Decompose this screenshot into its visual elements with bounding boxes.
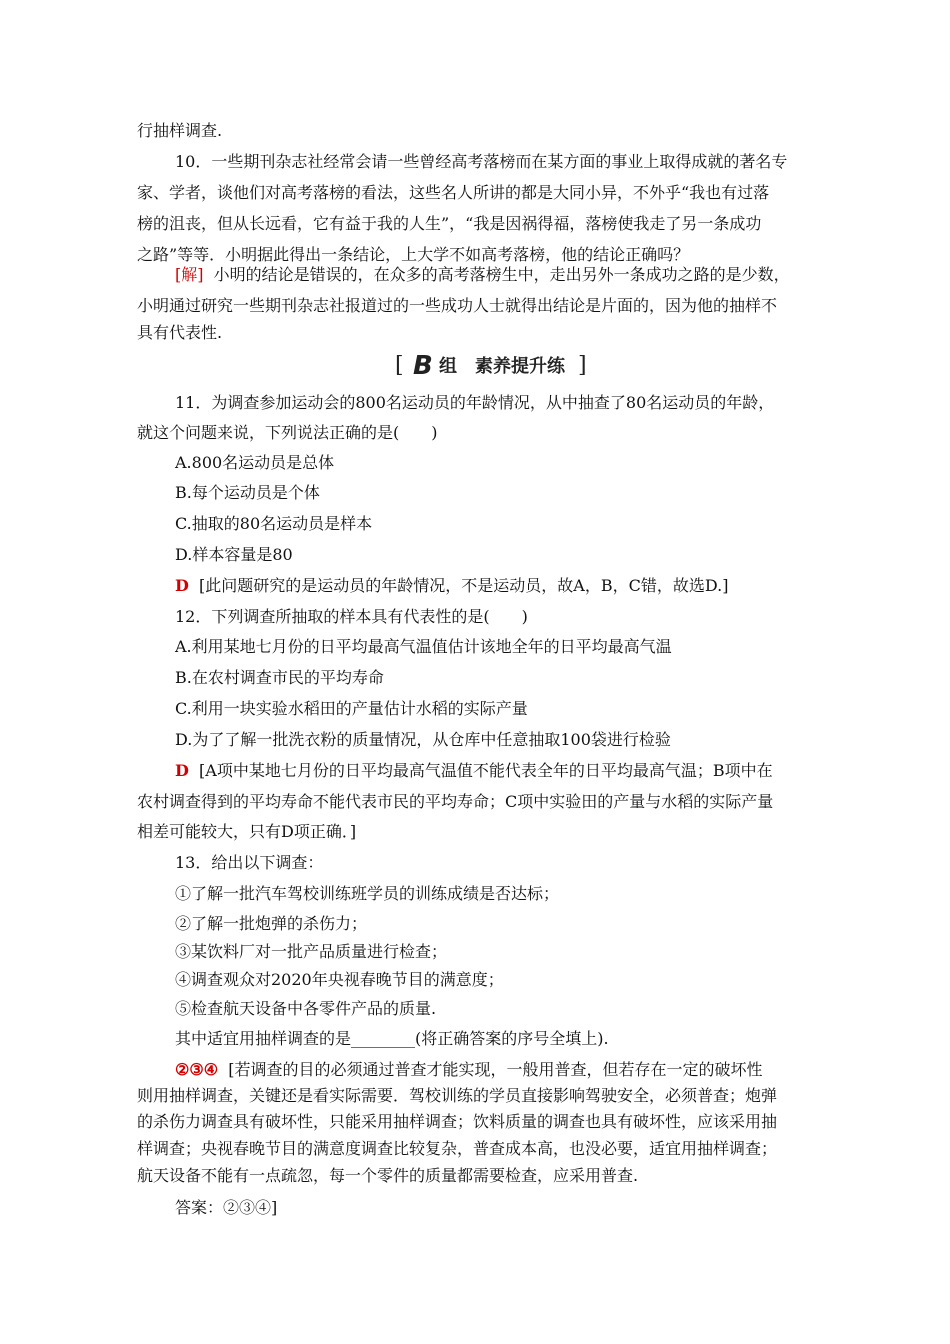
q11-option: A.800名运动员是总体: [175, 453, 335, 472]
q12-answer-text: [A项中某地七月份的日平均最高气温值不能代表全年的日平均最高气温；B项中在: [199, 761, 773, 780]
q10-answer-text: 小明的结论是错误的，在众多的高考落榜生中，走出另外一条成功之路的是少数，: [213, 265, 790, 284]
q11-stem-line: 11．为调查参加运动会的800名运动员的年龄情况，从中抽查了80名运动员的年龄，: [175, 393, 775, 412]
q12-answer-key: D: [175, 761, 189, 780]
q13-item: ③某饮料厂对一批产品质量进行检查；: [175, 942, 448, 961]
q10-answer-line: 具有代表性.: [137, 323, 223, 342]
solution-tag: [解]: [175, 265, 204, 284]
q13-stem-line: 13．给出以下调查：: [175, 853, 324, 872]
q10-answer-line: 小明通过研究一些期刊杂志社报道过的一些成功人士就得出结论是片面的，因为他的抽样不: [137, 296, 778, 315]
q13-answer-line: 的杀伤力调查具有破坏性，只能采用抽样调查；饮料质量的调查也具有破坏性，应该采用抽: [137, 1112, 778, 1131]
q12-option: C.利用一块实验水稻田的产量估计水稻的实际产量: [175, 699, 528, 718]
q13-answer-line: 样调查；央视春晚节目的满意度调查比较复杂，普查成本高，也没必要，适宜用抽样调查；: [137, 1139, 778, 1158]
q10-stem-line: 之路”等等．小明据此得出一条结论，上大学不如高考落榜，他的结论正确吗？: [137, 245, 690, 264]
q11-option: D.样本容量是80: [175, 545, 293, 564]
q11-answer-line: [175, 575, 728, 597]
q11-answer-text: [此问题研究的是运动员的年龄情况，不是运动员，故A，B，C错，故选D.]: [199, 576, 729, 595]
q10-stem-line: 家、学者，谈他们对高考落榜的看法，这些名人所讲的都是大同小异，不外乎“我也有过落: [137, 183, 770, 202]
q12-option: B.在农村调查市民的平均寿命: [175, 668, 384, 687]
q13-question-line: 其中适宜用抽样调查的是________(将正确答案的序号全填上).: [175, 1029, 609, 1048]
q12-option: A.利用某地七月份的日平均最高气温值估计该地全年的日平均最高气温: [175, 637, 672, 656]
q13-answer-line: 航天设备不能有一点疏忽，每一个零件的质量都需要检查，应采用普查.: [137, 1166, 639, 1185]
q12-answer-line: 农村调查得到的平均寿命不能代表市民的平均寿命；C项中实验田的产量与水稻的实际产量: [137, 792, 774, 811]
text-line: 行抽样调查.: [137, 121, 223, 140]
q11-option: C.抽取的80名运动员是样本: [175, 514, 373, 533]
q11-answer-key: D: [175, 576, 189, 595]
q13-answer-line: [175, 1059, 762, 1081]
q10-answer-line: [175, 264, 790, 286]
q13-item: ①了解一批汽车驾校训练班学员的训练成绩是否达标；: [175, 884, 560, 903]
q13-answer-text: [若调查的目的必须通过普查才能实现，一般用普查，但若存在一定的破坏性: [228, 1060, 763, 1079]
q13-item: ⑤检查航天设备中各零件产品的质量.: [175, 999, 437, 1018]
section-open-bracket: [: [395, 353, 404, 378]
q12-answer-line: [175, 760, 773, 782]
q11-stem-line: 就这个问题来说，下列说法正确的是( ): [137, 423, 438, 442]
q12-option: D.为了了解一批洗衣粉的质量情况，从仓库中任意抽取100袋进行检验: [175, 730, 671, 749]
q10-stem-line: 榜的沮丧，但从长远看，它有益于我的人生”，“我是因祸得福，落榜使我走了另一条成功: [137, 214, 762, 233]
q13-final-answer: 答案：②③④]: [175, 1198, 278, 1217]
q13-answer-key: ②③④: [175, 1060, 219, 1079]
q13-item: ②了解一批炮弹的杀伤力；: [175, 914, 368, 933]
section-letter: B: [413, 351, 433, 381]
q12-answer-line: 相差可能较大，只有D项正确．]: [137, 822, 357, 841]
q11-option: B.每个运动员是个体: [175, 483, 320, 502]
section-title: 组 素养提升练: [439, 356, 565, 377]
q10-stem-line: 10．一些期刊杂志社经常会请一些曾经高考落榜而在某方面的事业上取得成就的著名专: [175, 152, 788, 171]
q13-item: ④调查观众对2020年央视春晚节目的满意度；: [175, 970, 504, 989]
section-close-bracket: ]: [578, 353, 587, 378]
q12-stem-line: 12．下列调查所抽取的样本具有代表性的是( ): [175, 607, 528, 626]
q13-answer-line: 则用抽样调查，关键还是看实际需要．驾校训练的学员直接影响驾驶安全，必须普查；炮弹: [137, 1086, 778, 1105]
section-header: [395, 352, 595, 382]
